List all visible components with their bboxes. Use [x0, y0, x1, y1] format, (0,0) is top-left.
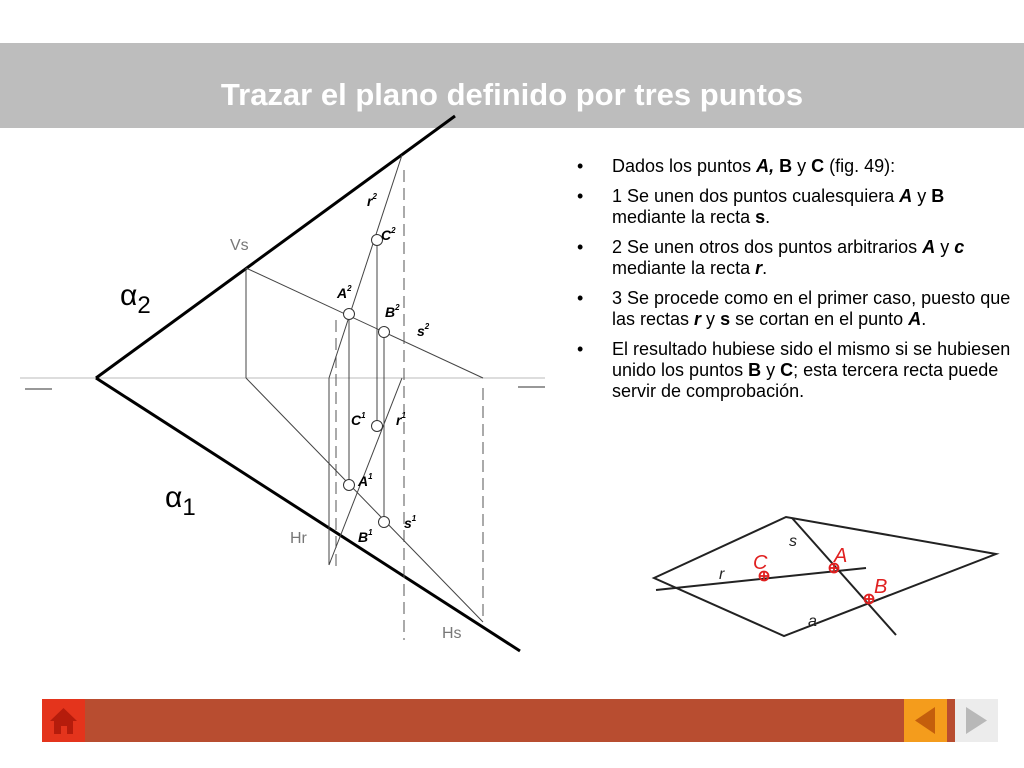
alpha2-label: $\alpha_2$ — [120, 279, 151, 319]
point-b2 — [379, 327, 390, 338]
previous-button[interactable] — [904, 699, 947, 742]
bullet-text-part: 1 Se unen dos puntos cualesquiera — [612, 186, 900, 206]
bullet-list — [572, 156, 1012, 411]
point-a1 — [344, 480, 355, 491]
next-icon — [955, 699, 998, 742]
bullet-item — [572, 237, 1012, 279]
a1-label: $A^1$ — [358, 472, 373, 489]
vertical-trace-alpha2 — [96, 116, 455, 378]
bullet-text-part: y — [701, 309, 721, 329]
bullet-text-part: A — [908, 309, 922, 329]
bullet-text-part: A — [922, 237, 936, 257]
bullet-item — [572, 156, 1012, 177]
b1-label: $B^1$ — [358, 528, 373, 545]
bullet-item — [572, 288, 1012, 330]
bullet-text-part: . — [921, 309, 927, 329]
bullet-text-part: A, — [756, 156, 775, 176]
sketch-label-s: s — [789, 533, 797, 550]
a2-label: $A^2$ — [337, 284, 352, 301]
hr-label: Hr — [290, 530, 307, 547]
bullet-text-part: (fig. 49): — [824, 156, 896, 176]
bullet-text-part: y — [761, 360, 781, 380]
s2-label: $s^2$ — [417, 322, 430, 339]
c2-label: $C^2$ — [381, 226, 396, 243]
sketch-label-r: r — [719, 566, 725, 583]
home-button[interactable] — [42, 699, 85, 742]
sketch-plane-outline — [654, 517, 996, 636]
point-a2 — [344, 309, 355, 320]
bullet-text-part: s — [755, 207, 766, 227]
bullet-item — [572, 186, 1012, 228]
bullet-text-part: B — [931, 186, 945, 206]
descriptive-geometry-diagram — [0, 0, 560, 700]
r1-label: $r^1$ — [396, 411, 406, 428]
bullet-text-part: mediante la recta — [612, 207, 756, 227]
point-c1 — [372, 421, 383, 432]
bullet-text-part: . — [762, 258, 768, 278]
sketch-label-c: C — [753, 552, 768, 574]
bullet-text-part: 2 Se unen otros dos puntos arbitrarios — [612, 237, 923, 257]
r2-line — [329, 155, 402, 378]
s1-label: $s^1$ — [404, 514, 417, 531]
s2-line — [246, 268, 483, 378]
sketch-label-a: A — [834, 545, 848, 567]
hs-label: Hs — [442, 625, 462, 642]
bullet-item — [572, 339, 1012, 402]
bullet-text-part: A — [899, 186, 913, 206]
previous-icon — [904, 699, 947, 742]
r2-label: $r^2$ — [367, 192, 377, 209]
home-icon — [42, 699, 85, 742]
bullet-text-part: r — [755, 258, 763, 278]
bullet-text-part: Dados los puntos — [612, 156, 757, 176]
bullet-text-part: 3 Se procede como en el primer caso, puesto que las rectas — [612, 288, 1011, 329]
b2-label: $B^2$ — [385, 303, 400, 320]
c1-label: $C^1$ — [351, 411, 366, 428]
bullet-text-part: C — [811, 156, 825, 176]
bullet-text-part: B — [748, 360, 762, 380]
next-button[interactable] — [955, 699, 998, 742]
bullet-text-part: mediante la recta — [612, 258, 756, 278]
sketch-label-b: B — [874, 576, 888, 598]
bullet-text-part: El resultado hubiese sido el mismo si se hubiesen unido los puntos — [612, 339, 1011, 380]
bullet-text-part: se cortan en el punto — [730, 309, 909, 329]
horizontal-trace-alpha1 — [96, 378, 520, 651]
bullet-text-part: r — [694, 309, 702, 329]
bullet-text-part: C — [780, 360, 794, 380]
bullet-text-part: B — [779, 156, 793, 176]
point-b1 — [379, 517, 390, 528]
bullet-text-part: y — [912, 186, 932, 206]
bullet-text-part: y — [792, 156, 812, 176]
vs-label: Vs — [230, 237, 249, 254]
bullet-text-part: s — [720, 309, 731, 329]
bullet-text-part: ; esta tercera recta puede servir de comprobación. — [612, 360, 999, 401]
slide-title: Trazar el plano definido por tres puntos — [220, 77, 804, 112]
plane-sketch — [646, 508, 1006, 638]
bullet-text-part: . — [765, 207, 771, 227]
sketch-label-plane: a — [808, 613, 817, 630]
alpha1-label: $\alpha_1$ — [165, 481, 196, 521]
footer-bar — [42, 699, 956, 742]
bullet-text-part: y — [935, 237, 955, 257]
bullet-text-part: c — [954, 237, 965, 257]
